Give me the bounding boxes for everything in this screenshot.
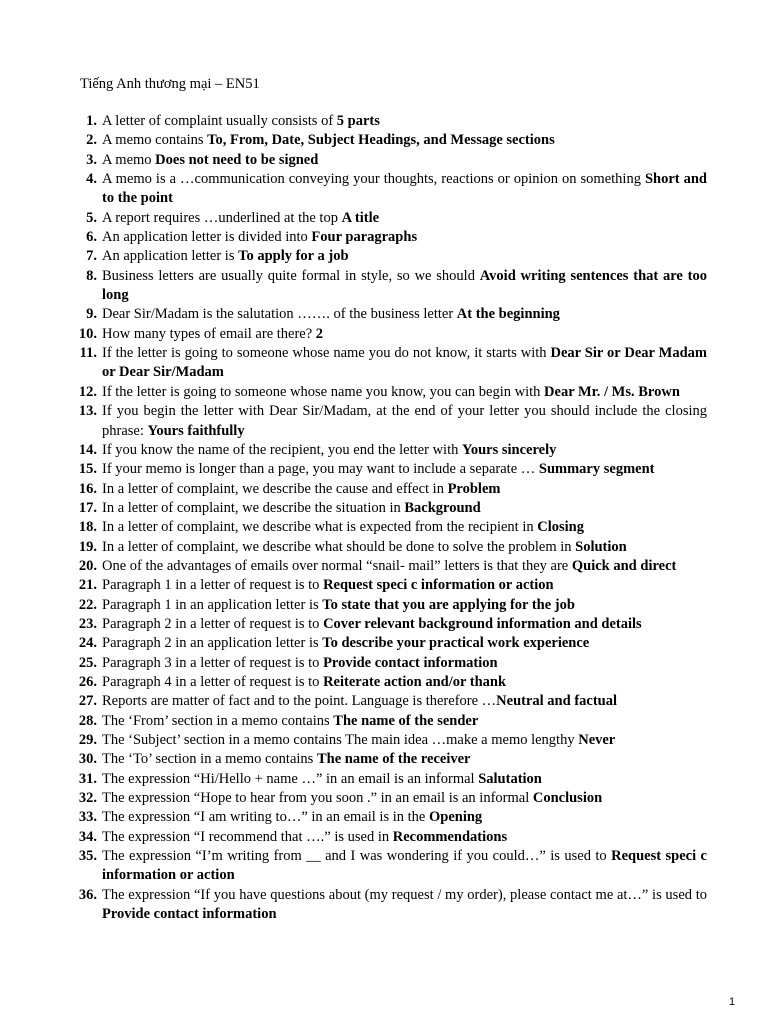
item-number: 35. — [78, 848, 97, 865]
item-number: 9. — [86, 306, 97, 323]
answer-text: 5 parts — [336, 113, 380, 129]
list-item — [78, 402, 707, 441]
list-item — [86, 131, 707, 150]
answer-text: Summary segment — [538, 461, 655, 478]
question-text: The expression “Hi/Hello + name …” in an email is an informal — [102, 770, 479, 787]
list-item — [78, 576, 707, 595]
list-item — [78, 808, 707, 827]
list-item — [78, 750, 707, 769]
list-item — [78, 789, 707, 808]
item-number: 7. — [86, 248, 97, 265]
list-item — [86, 305, 707, 324]
list-item — [78, 692, 707, 711]
question-text: The ‘From’ section in a memo contains — [102, 712, 334, 729]
answer-text: Dear Sir or Dear Madam or Dear Sir/Madam — [102, 345, 707, 381]
list-item — [78, 828, 707, 847]
answer-text: A title — [341, 209, 380, 226]
answer-text: Avoid writing sentences that are too long — [102, 267, 707, 304]
list-item — [78, 654, 707, 673]
list-item — [86, 228, 707, 247]
item-number: 5. — [86, 209, 97, 226]
answer-text: Opening — [428, 809, 483, 826]
question-text: If you know the name of the recipient, you end the letter with — [102, 441, 462, 458]
item-number: 6. — [86, 229, 97, 246]
list-item — [78, 886, 707, 925]
answer-text: Problem — [447, 480, 501, 497]
list-item — [78, 499, 707, 518]
item-number: 26. — [78, 673, 97, 690]
question-text: If you begin the letter with Dear Sir/Madam, at the end of your letter you should include the closing phrase: — [102, 403, 707, 439]
question-text: A report requires …underlined at the top — [102, 209, 342, 226]
question-text: Paragraph 2 in a letter of request is to — [102, 615, 324, 632]
item-number: 36. — [78, 886, 97, 903]
question-text: If the letter is going to someone whose name you know, you can begin with — [102, 383, 545, 400]
answer-text: 2 — [315, 325, 324, 342]
item-number: 8. — [86, 267, 97, 284]
question-text: Reports are matter of fact and to the point. Language is therefore … — [102, 693, 497, 710]
question-text: Paragraph 4 in a letter of request is to — [102, 673, 324, 690]
item-number: 28. — [78, 712, 97, 729]
answer-text: Request speci c information or action — [323, 577, 554, 594]
item-number: 16. — [78, 480, 97, 497]
question-text: A memo is a …communication conveying your thoughts, reactions or opinion on something — [102, 171, 645, 188]
item-number: 20. — [78, 557, 97, 574]
document-title: Tiếng Anh thương mại – EN51 — [80, 76, 260, 92]
item-number: 17. — [78, 499, 97, 516]
question-text: The expression “Hope to hear from you soon .” in an email is an informal — [102, 790, 533, 807]
answer-text: Solution — [575, 538, 627, 555]
answer-text: Request speci c information or action — [102, 848, 707, 884]
answer-text: Provide contact information — [102, 906, 277, 923]
answer-text: Yours sincerely — [461, 441, 557, 458]
item-number: 11. — [79, 345, 97, 362]
page-number: 1 — [729, 996, 736, 1008]
answer-text: Reiterate action and/or thank — [323, 673, 507, 690]
question-text: In a letter of complaint, we describe what should be done to solve the problem in — [102, 538, 576, 555]
answer-text: Neutral and factual — [496, 693, 618, 710]
item-number: 30. — [78, 751, 97, 768]
answer-text: To describe your practical work experience — [322, 635, 590, 652]
list-item — [78, 557, 707, 576]
item-number: 29. — [78, 732, 97, 748]
item-number: 14. — [78, 441, 97, 458]
item-number: 10. — [78, 325, 97, 342]
list-item — [86, 151, 707, 170]
list-item — [78, 383, 707, 402]
question-text: In a letter of complaint, we describe the cause and effect in — [102, 480, 448, 497]
answer-text: Conclusion — [532, 790, 603, 807]
list-item — [78, 615, 707, 634]
list-item — [78, 731, 707, 750]
list-item — [78, 770, 707, 789]
item-number: 21. — [78, 577, 97, 594]
list-item — [78, 596, 707, 615]
question-text: A memo — [102, 151, 156, 168]
item-number: 25. — [78, 654, 97, 671]
answer-text: Quick and direct — [571, 557, 677, 574]
question-text: The expression “I recommend that ….” is used in — [102, 828, 393, 845]
item-number: 4. — [86, 171, 97, 188]
list-item — [86, 112, 707, 131]
list-item — [78, 518, 707, 537]
question-text: Paragraph 1 in an application letter is — [102, 596, 323, 613]
item-number: 12. — [78, 383, 97, 400]
item-number: 1. — [86, 113, 97, 129]
item-number: 27. — [78, 693, 97, 710]
answer-text: The name of the sender — [333, 712, 479, 729]
answer-text: Provide contact information — [323, 654, 498, 671]
item-number: 19. — [78, 538, 97, 555]
answer-text: Short and to the point — [102, 171, 707, 207]
answer-text: The name of the receiver — [316, 751, 471, 768]
item-number: 15. — [78, 461, 97, 478]
item-number: 18. — [78, 519, 97, 536]
question-text: The expression “If you have questions about (my request / my order), please contact me at…” is used to — [102, 886, 707, 903]
item-number: 24. — [78, 635, 97, 652]
list-item — [86, 170, 707, 209]
list-item — [86, 247, 707, 266]
answer-text: Does not need to be signed — [155, 151, 319, 168]
list-item — [78, 847, 707, 886]
item-number: 13. — [78, 403, 97, 420]
answer-text: To state that you are applying for the job — [322, 596, 575, 613]
list-item — [78, 441, 707, 460]
list-item — [79, 344, 707, 383]
answer-text: Cover relevant background information and details — [323, 615, 642, 632]
list-item — [78, 538, 707, 557]
question-text: An application letter is divided into — [102, 229, 312, 246]
question-text: The expression “I’m writing from __ and I was wondering if you could…” is used to — [102, 848, 612, 865]
list-item — [86, 267, 707, 306]
question-text: Dear Sir/Madam is the salutation ……. of the business letter — [102, 306, 457, 323]
answer-text: Dear Mr. / Ms. Brown — [544, 383, 680, 400]
item-number: 3. — [86, 151, 97, 168]
answer-text: Never — [578, 732, 616, 748]
item-number: 23. — [78, 615, 97, 632]
answer-text: Recommendations — [392, 828, 508, 845]
list-item — [78, 673, 707, 692]
question-text: If your memo is longer than a page, you may want to include a separate … — [102, 461, 539, 478]
answer-text: Four paragraphs — [311, 229, 418, 246]
question-text: If the letter is going to someone whose name you do not know, it starts with — [102, 345, 551, 362]
item-number: 33. — [78, 809, 97, 826]
list-item — [78, 712, 707, 731]
question-text: A letter of complaint usually consists of — [102, 113, 337, 129]
answer-text: To apply for a job — [238, 248, 349, 265]
question-text: A memo contains — [102, 132, 208, 149]
question-text: An application letter is — [102, 248, 239, 265]
question-list — [78, 112, 707, 924]
list-item — [78, 325, 707, 344]
answer-text: Salutation — [478, 770, 542, 787]
list-item — [86, 209, 707, 228]
question-text: The ‘Subject’ section in a memo contains The main idea …make a memo lengthy — [102, 732, 579, 748]
item-number: 32. — [78, 790, 97, 807]
question-text: In a letter of complaint, we describe what is expected from the recipient in — [102, 519, 538, 536]
item-number: 34. — [78, 828, 97, 845]
list-item — [78, 480, 707, 499]
list-item — [78, 634, 707, 653]
question-text: In a letter of complaint, we describe the situation in — [102, 499, 405, 516]
question-text: One of the advantages of emails over normal “snail- mail” letters is that they are — [102, 557, 572, 574]
question-text: Paragraph 3 in a letter of request is to — [102, 654, 324, 671]
answer-text: At the beginning — [456, 306, 560, 323]
question-text: How many types of email are there? — [102, 325, 316, 342]
list-item — [78, 460, 707, 479]
question-text: The ‘To’ section in a memo contains — [102, 751, 317, 768]
item-number: 22. — [78, 596, 97, 613]
question-text: Paragraph 1 in a letter of request is to — [102, 577, 324, 594]
answer-text: To, From, Date, Subject Headings, and Message sections — [207, 132, 555, 149]
answer-text: Background — [404, 499, 481, 516]
answer-text: Yours faithfully — [147, 422, 245, 439]
answer-text: Closing — [537, 519, 584, 536]
question-text: Business letters are usually quite formal in style, so we should — [102, 267, 480, 284]
item-number: 31. — [78, 770, 97, 787]
item-number: 2. — [86, 132, 97, 149]
question-text: Paragraph 2 in an application letter is — [102, 635, 323, 652]
question-text: The expression “I am writing to…” in an email is in the — [102, 809, 429, 826]
